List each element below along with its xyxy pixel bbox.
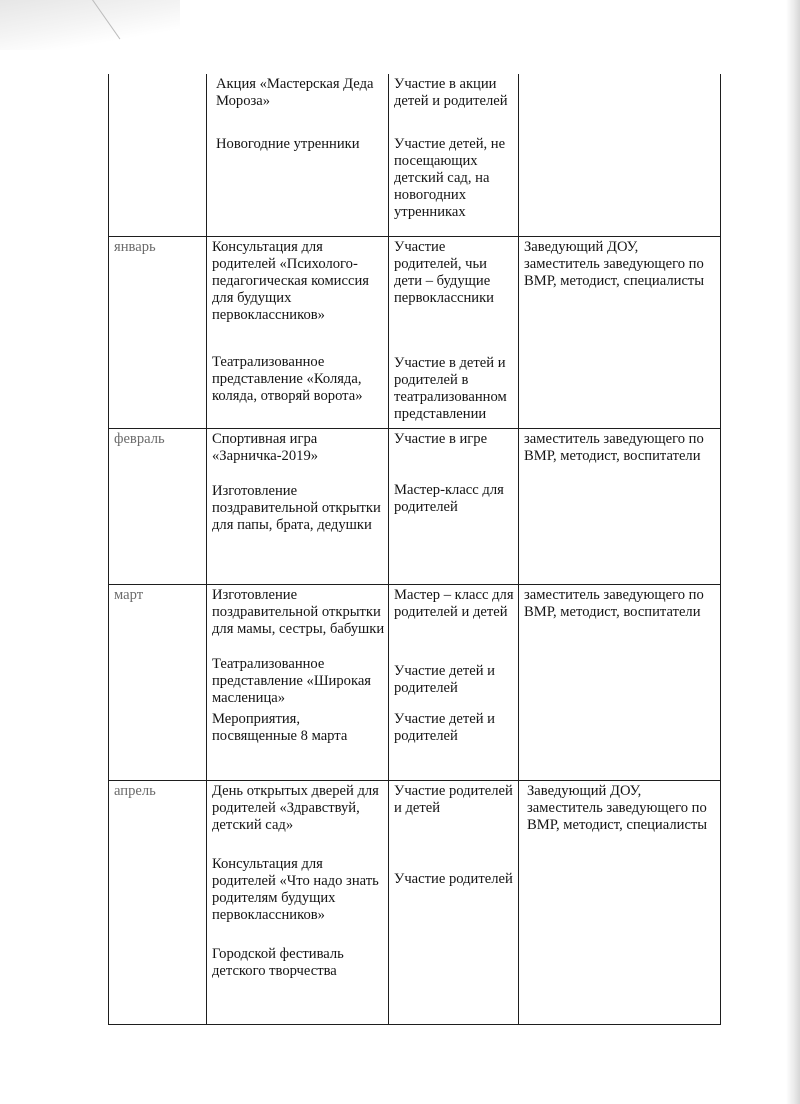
scan-corner-shadow [0, 0, 180, 50]
event-text: Акция «Мастерская Деда Мороза» [216, 76, 374, 109]
event-text: Изготовление поздравительной открытки для мамы, сестры, бабушки [212, 586, 385, 637]
event-text: Спортивная игра «Зарничка-2019» [212, 430, 319, 464]
forms-cell [389, 428, 519, 584]
event-text: Мероприятия, посвященные 8 марта [212, 710, 348, 744]
month-cell: февраль [109, 428, 207, 584]
events-cell [207, 428, 389, 584]
form-text: Участие в детей и родителей в театрализованном представлении [394, 354, 507, 422]
scan-edge-shadow [786, 0, 800, 1104]
form-text: Мастер-класс для родителей [394, 481, 504, 515]
table-row [109, 236, 721, 428]
events-cell [207, 236, 389, 428]
month-cell: март [109, 584, 207, 780]
event-text: Театрализованное представление «Коляда, коляда, отворяй ворота» [212, 353, 363, 404]
event-text: Консультация для родителей «Психолого-педагогическая комиссия для будущих первоклассников» [212, 238, 369, 323]
forms-cell [389, 74, 519, 236]
events-plan-table [108, 74, 721, 1025]
month-cell: апрель [109, 780, 207, 1024]
table-row [109, 780, 721, 1024]
table-row [109, 428, 721, 584]
form-text: Участие детей и родителей [394, 662, 495, 696]
event-text: Консультация для родителей «Что надо знать родителям будущих первоклассников» [212, 855, 379, 923]
events-cell [207, 780, 389, 1024]
month-cell [109, 74, 207, 236]
event-text: Театрализованное представление «Широкая масленица» [212, 655, 372, 706]
form-text: Участие в игре [394, 430, 488, 447]
form-text: Участие детей, не посещающих детский сад, на новогодних утренниках [394, 136, 506, 220]
form-text: Участие родителей, чьи дети – будущие первоклассники [394, 238, 494, 306]
responsible-cell: Заведующий ДОУ, заместитель заведующего по ВМР, методист, специалисты [519, 780, 721, 1024]
responsible-cell: заместитель заведующего по ВМР, методист, воспитатели [519, 428, 721, 584]
form-text: Участие родителей [394, 870, 513, 887]
responsible-cell: Заведующий ДОУ, заместитель заведующего по ВМР, методист, специалисты [519, 236, 721, 428]
responsible-cell [519, 74, 721, 236]
responsible-cell: заместитель заведующего по ВМР, методист, воспитатели [519, 584, 721, 780]
event-text: Новогодние утренники [216, 136, 360, 152]
form-text: Мастер – класс для родителей и детей [394, 586, 514, 620]
forms-cell [389, 780, 519, 1024]
form-text: Участие в акции детей и родителей [394, 76, 508, 109]
month-cell: январь [109, 236, 207, 428]
form-text: Участие родителей и детей [394, 782, 513, 816]
event-text: День открытых дверей для родителей «Здравствуй, детский сад» [212, 782, 379, 833]
events-cell [207, 584, 389, 780]
event-text: Городской фестиваль детского творчества [212, 945, 344, 979]
forms-cell [389, 584, 519, 780]
events-cell [207, 74, 389, 236]
table-row [109, 584, 721, 780]
table-row [109, 74, 721, 236]
event-text: Изготовление поздравительной открытки для папы, брата, дедушки [212, 482, 381, 533]
forms-cell [389, 236, 519, 428]
form-text: Участие детей и родителей [394, 710, 495, 744]
